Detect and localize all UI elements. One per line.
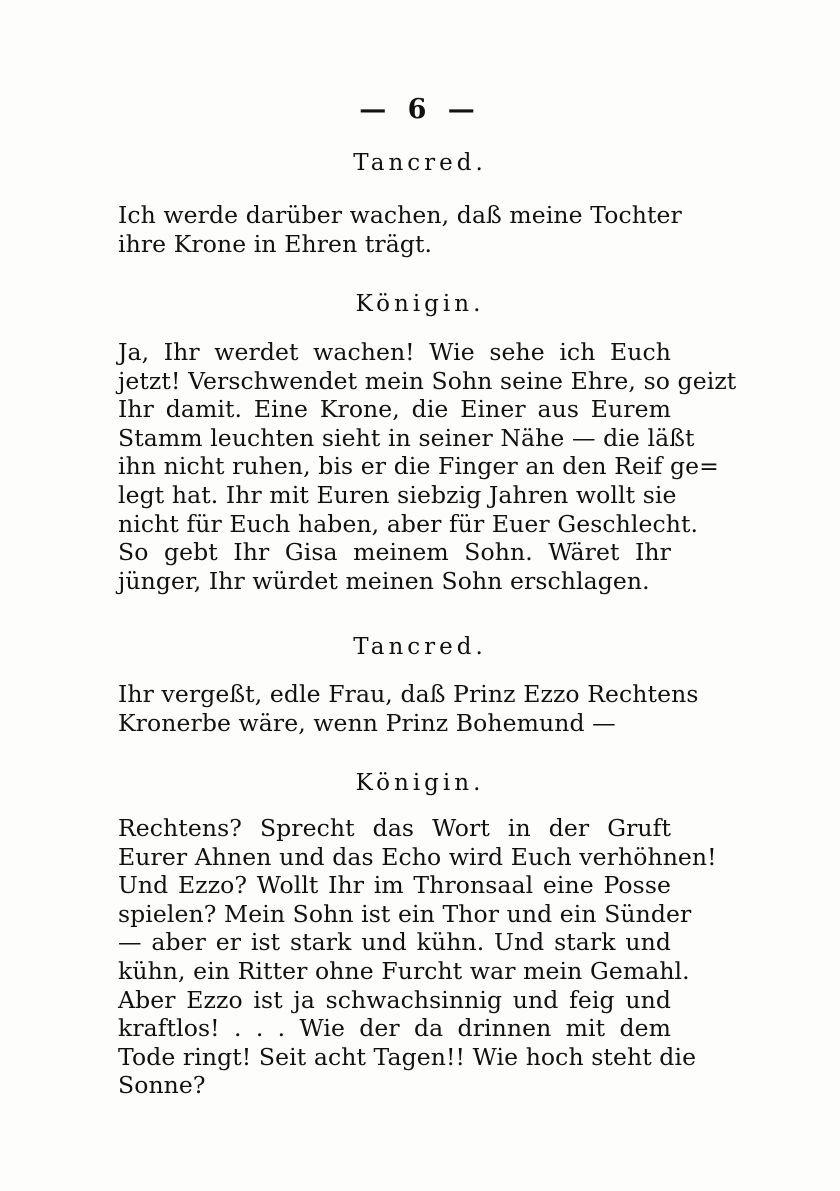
dialogue-paragraph: [118, 814, 717, 1100]
dialogue-paragraph: [118, 680, 699, 737]
speaker-heading: Tancred.: [353, 150, 487, 176]
text-line: Sonne?: [118, 1071, 206, 1100]
text-line: Ich werde darüber wachen, daß meine Tochter: [118, 201, 682, 229]
text-line: Kronerbe wäre, wenn Prinz Bohemund —: [118, 708, 616, 737]
text-line: Ihr vergeßt, edle Frau, daß Prinz Ezzo Rechtens: [118, 680, 699, 708]
text-line: Rechtens? Sprecht das Wort in der Gruft: [118, 814, 671, 842]
speaker-heading: Königin.: [355, 770, 485, 796]
paragraph-text: [118, 201, 682, 258]
text-line: nicht für Euch haben, aber für Euer Geschlecht.: [118, 509, 699, 538]
text-line: Tode ringt! Seit acht Tagen!! Wie hoch steht die: [118, 1042, 697, 1071]
page-number: — 6 —: [359, 94, 481, 125]
text-line: Ja, Ihr werdet wachen! Wie sehe ich Euch: [118, 338, 671, 366]
text-line: kraftlos! . . . Wie der da drinnen mit dem: [118, 1014, 671, 1043]
dialogue-paragraph: [118, 201, 682, 258]
text-line: ihre Krone in Ehren trägt.: [118, 229, 433, 258]
text-line: Und Ezzo? Wollt Ihr im Thronsaal eine Posse: [118, 871, 671, 900]
speaker-heading: Königin.: [355, 291, 485, 317]
paragraph-text: [118, 814, 717, 1100]
paragraph-text: [118, 680, 699, 737]
text-line: Stamm leuchten sieht in seiner Nähe — die läßt: [118, 423, 695, 452]
text-line: jünger, Ihr würdet meinen Sohn erschlagen.: [118, 566, 650, 595]
text-line: Eurer Ahnen und das Echo wird Euch verhöhnen!: [118, 842, 717, 871]
text-line: jetzt! Verschwendet mein Sohn seine Ehre, so geizt: [118, 366, 737, 395]
text-line: So gebt Ihr Gisa meinem Sohn. Wäret Ihr: [118, 538, 671, 567]
text-line: Ihr damit. Eine Krone, die Einer aus Eurem: [118, 395, 671, 424]
text-line: spielen? Mein Sohn ist ein Thor und ein Sünder: [118, 899, 692, 928]
speaker-heading: Tancred.: [353, 634, 487, 660]
dialogue-paragraph: [118, 338, 737, 595]
paragraph-text: [118, 338, 737, 595]
text-line: ihn nicht ruhen, bis er die Finger an den Reif ge=: [118, 452, 719, 481]
text-line: legt hat. Ihr mit Euren siebzig Jahren wollt sie: [118, 480, 677, 509]
text-line: kühn, ein Ritter ohne Furcht war mein Gemahl.: [118, 956, 690, 985]
text-line: — aber er ist stark und kühn. Und stark und: [118, 928, 671, 957]
text-line: Aber Ezzo ist ja schwachsinnig und feig und: [118, 985, 671, 1014]
